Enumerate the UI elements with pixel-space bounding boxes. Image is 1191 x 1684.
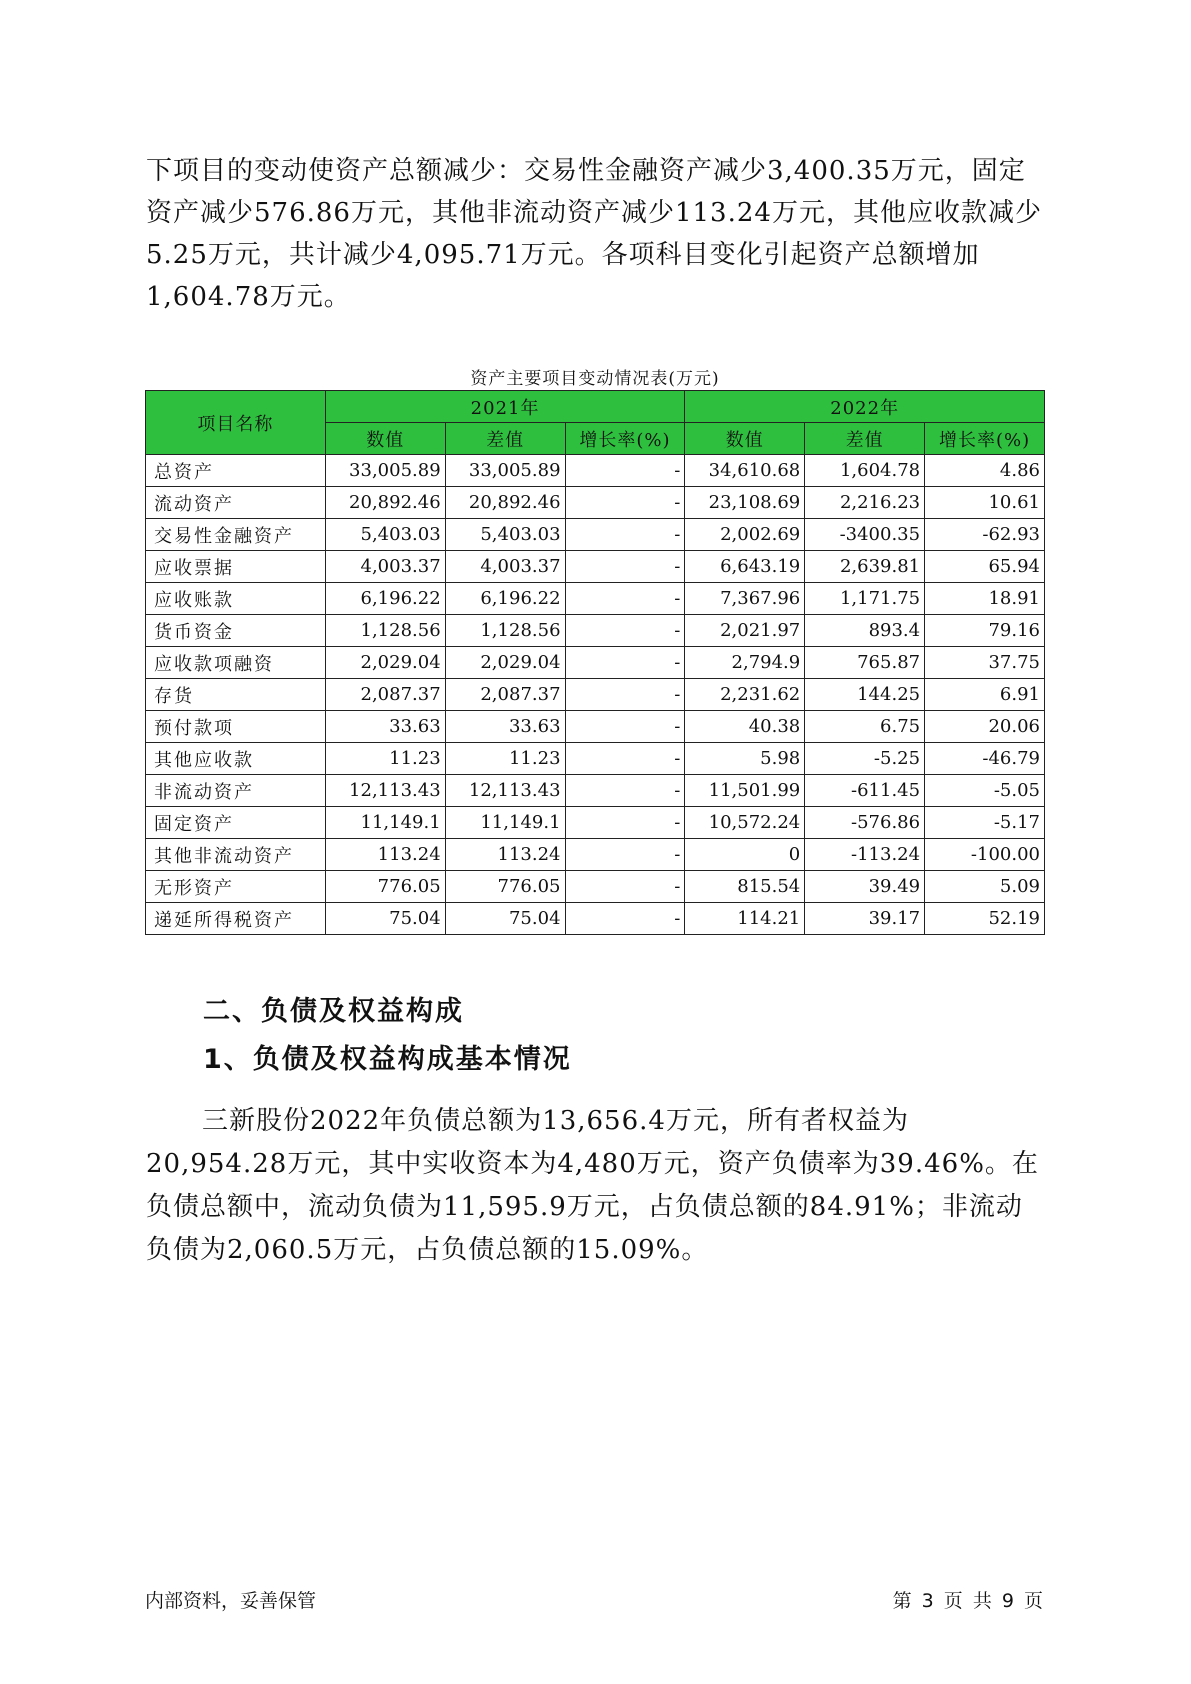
cell-diff-2021: 4,003.37 xyxy=(445,551,565,583)
cell-value-2021: 776.05 xyxy=(325,871,445,903)
table-row xyxy=(146,711,1045,743)
cell-diff-2021: 20,892.46 xyxy=(445,487,565,519)
cell-value-2021: 2,087.37 xyxy=(325,679,445,711)
cell-diff-2022: 39.17 xyxy=(805,903,925,935)
header-diff: 差值 xyxy=(805,423,925,455)
cell-growth-2022: 37.75 xyxy=(925,647,1045,679)
cell-growth-2021: - xyxy=(565,615,685,647)
cell-diff-2021: 33.63 xyxy=(445,711,565,743)
cell-name: 非流动资产 xyxy=(146,775,326,807)
cell-name: 货币资金 xyxy=(146,615,326,647)
cell-value-2021: 20,892.46 xyxy=(325,487,445,519)
cell-diff-2021: 11,149.1 xyxy=(445,807,565,839)
footer-page-number: 第 3 页 共 9 页 xyxy=(892,1590,1045,1612)
footer-confidential-note: 内部资料，妥善保管 xyxy=(145,1590,317,1612)
cell-name: 固定资产 xyxy=(146,807,326,839)
table-row xyxy=(146,647,1045,679)
cell-value-2021: 11.23 xyxy=(325,743,445,775)
cell-diff-2021: 75.04 xyxy=(445,903,565,935)
cell-diff-2021: 5,403.03 xyxy=(445,519,565,551)
cell-diff-2021: 2,029.04 xyxy=(445,647,565,679)
cell-growth-2021: - xyxy=(565,583,685,615)
table-row xyxy=(146,871,1045,903)
cell-diff-2022: -5.25 xyxy=(805,743,925,775)
cell-value-2021: 75.04 xyxy=(325,903,445,935)
intro-line: 资产减少576.86万元，其他非流动资产减少113.24万元，其他应收款减少 xyxy=(146,198,1042,228)
cell-diff-2021: 12,113.43 xyxy=(445,775,565,807)
cell-name: 其他应收款 xyxy=(146,743,326,775)
cell-value-2021: 2,029.04 xyxy=(325,647,445,679)
cell-growth-2021: - xyxy=(565,679,685,711)
cell-growth-2021: - xyxy=(565,551,685,583)
cell-name: 存货 xyxy=(146,679,326,711)
cell-growth-2022: 18.91 xyxy=(925,583,1045,615)
table-row xyxy=(146,807,1045,839)
cell-growth-2021: - xyxy=(565,743,685,775)
header-item-name: 项目名称 xyxy=(146,391,326,455)
table-body xyxy=(146,455,1045,935)
cell-growth-2022: -46.79 xyxy=(925,743,1045,775)
cell-growth-2022: 20.06 xyxy=(925,711,1045,743)
cell-growth-2022: 65.94 xyxy=(925,551,1045,583)
cell-growth-2021: - xyxy=(565,775,685,807)
intro-line: 下项目的变动使资产总额减少：交易性金融资产减少3,400.35万元，固定 xyxy=(146,156,1026,186)
paragraph-text: 三新股份2022年负债总额为13,656.4万元，所有者权益为20,954.28万元，其中实收资本为4,480万元，资产负债率为39.46%。在负债总额中，流动负债为11,595.9万元，占负债总额的84.91%；非流动负债为2,060.5万元，占负债总额的15.09%。 xyxy=(146,1106,1039,1265)
cell-value-2022: 7,367.96 xyxy=(685,583,805,615)
table-row xyxy=(146,583,1045,615)
cell-value-2022: 815.54 xyxy=(685,871,805,903)
cell-value-2021: 113.24 xyxy=(325,839,445,871)
section-heading: 二、负债及权益构成 xyxy=(203,996,464,1027)
cell-growth-2022: -100.00 xyxy=(925,839,1045,871)
cell-diff-2022: 2,216.23 xyxy=(805,487,925,519)
cell-value-2022: 10,572.24 xyxy=(685,807,805,839)
cell-diff-2022: -576.86 xyxy=(805,807,925,839)
cell-value-2022: 2,002.69 xyxy=(685,519,805,551)
cell-growth-2022: 4.86 xyxy=(925,455,1045,487)
cell-value-2021: 11,149.1 xyxy=(325,807,445,839)
header-diff: 差值 xyxy=(445,423,565,455)
cell-diff-2022: 1,604.78 xyxy=(805,455,925,487)
cell-growth-2021: - xyxy=(565,807,685,839)
table-row xyxy=(146,455,1045,487)
cell-diff-2021: 776.05 xyxy=(445,871,565,903)
cell-value-2022: 2,231.62 xyxy=(685,679,805,711)
table-row xyxy=(146,679,1045,711)
cell-diff-2022: 893.4 xyxy=(805,615,925,647)
cell-value-2022: 11,501.99 xyxy=(685,775,805,807)
cell-name: 应收款项融资 xyxy=(146,647,326,679)
cell-value-2022: 2,021.97 xyxy=(685,615,805,647)
cell-diff-2021: 11.23 xyxy=(445,743,565,775)
cell-name: 应收票据 xyxy=(146,551,326,583)
intro-paragraph xyxy=(146,150,1046,318)
cell-value-2021: 5,403.03 xyxy=(325,519,445,551)
cell-diff-2021: 1,128.56 xyxy=(445,615,565,647)
subsection-heading: 1、负债及权益构成基本情况 xyxy=(203,1044,572,1075)
cell-name: 无形资产 xyxy=(146,871,326,903)
cell-growth-2022: 6.91 xyxy=(925,679,1045,711)
cell-growth-2021: - xyxy=(565,487,685,519)
cell-diff-2022: 6.75 xyxy=(805,711,925,743)
cell-value-2022: 114.21 xyxy=(685,903,805,935)
table-row xyxy=(146,839,1045,871)
cell-growth-2022: 79.16 xyxy=(925,615,1045,647)
cell-diff-2022: -113.24 xyxy=(805,839,925,871)
cell-name: 交易性金融资产 xyxy=(146,519,326,551)
cell-growth-2022: 10.61 xyxy=(925,487,1045,519)
cell-diff-2021: 2,087.37 xyxy=(445,679,565,711)
cell-diff-2022: 2,639.81 xyxy=(805,551,925,583)
cell-diff-2021: 6,196.22 xyxy=(445,583,565,615)
cell-diff-2022: 39.49 xyxy=(805,871,925,903)
cell-growth-2021: - xyxy=(565,519,685,551)
cell-value-2022: 23,108.69 xyxy=(685,487,805,519)
cell-growth-2022: -62.93 xyxy=(925,519,1045,551)
intro-line: 1,604.78万元。 xyxy=(146,282,351,312)
cell-value-2021: 6,196.22 xyxy=(325,583,445,615)
table-caption: 资产主要项目变动情况表(万元) xyxy=(470,369,720,389)
cell-value-2022: 34,610.68 xyxy=(685,455,805,487)
cell-value-2022: 5.98 xyxy=(685,743,805,775)
header-value: 数值 xyxy=(325,423,445,455)
cell-value-2022: 2,794.9 xyxy=(685,647,805,679)
cell-diff-2021: 113.24 xyxy=(445,839,565,871)
cell-value-2022: 6,643.19 xyxy=(685,551,805,583)
cell-value-2022: 40.38 xyxy=(685,711,805,743)
header-year-2022: 2022年 xyxy=(685,391,1045,423)
cell-growth-2021: - xyxy=(565,903,685,935)
cell-name: 预付款项 xyxy=(146,711,326,743)
cell-name: 总资产 xyxy=(146,455,326,487)
cell-value-2021: 33,005.89 xyxy=(325,455,445,487)
header-year-2021: 2021年 xyxy=(325,391,685,423)
cell-value-2021: 33.63 xyxy=(325,711,445,743)
table-row xyxy=(146,615,1045,647)
cell-diff-2022: -3400.35 xyxy=(805,519,925,551)
cell-diff-2021: 33,005.89 xyxy=(445,455,565,487)
table-row xyxy=(146,903,1045,935)
cell-growth-2022: 5.09 xyxy=(925,871,1045,903)
cell-growth-2022: -5.05 xyxy=(925,775,1045,807)
cell-name: 流动资产 xyxy=(146,487,326,519)
cell-growth-2021: - xyxy=(565,839,685,871)
cell-diff-2022: 1,171.75 xyxy=(805,583,925,615)
table-row xyxy=(146,519,1045,551)
cell-value-2022: 0 xyxy=(685,839,805,871)
cell-diff-2022: 765.87 xyxy=(805,647,925,679)
cell-growth-2021: - xyxy=(565,455,685,487)
cell-diff-2022: -611.45 xyxy=(805,775,925,807)
asset-change-table xyxy=(145,390,1045,935)
header-value: 数值 xyxy=(685,423,805,455)
cell-growth-2021: - xyxy=(565,711,685,743)
cell-growth-2021: - xyxy=(565,871,685,903)
table-row xyxy=(146,551,1045,583)
cell-value-2021: 1,128.56 xyxy=(325,615,445,647)
liabilities-paragraph xyxy=(146,1100,1046,1272)
cell-growth-2021: - xyxy=(565,647,685,679)
table-row xyxy=(146,743,1045,775)
cell-value-2021: 4,003.37 xyxy=(325,551,445,583)
header-growth: 增长率(%) xyxy=(565,423,685,455)
table-row xyxy=(146,487,1045,519)
intro-line: 5.25万元，共计减少4,095.71万元。各项科目变化引起资产总额增加 xyxy=(146,240,980,270)
table-row xyxy=(146,775,1045,807)
cell-value-2021: 12,113.43 xyxy=(325,775,445,807)
cell-name: 递延所得税资产 xyxy=(146,903,326,935)
cell-growth-2022: -5.17 xyxy=(925,807,1045,839)
cell-diff-2022: 144.25 xyxy=(805,679,925,711)
header-growth: 增长率(%) xyxy=(925,423,1045,455)
cell-name: 其他非流动资产 xyxy=(146,839,326,871)
cell-growth-2022: 52.19 xyxy=(925,903,1045,935)
cell-name: 应收账款 xyxy=(146,583,326,615)
